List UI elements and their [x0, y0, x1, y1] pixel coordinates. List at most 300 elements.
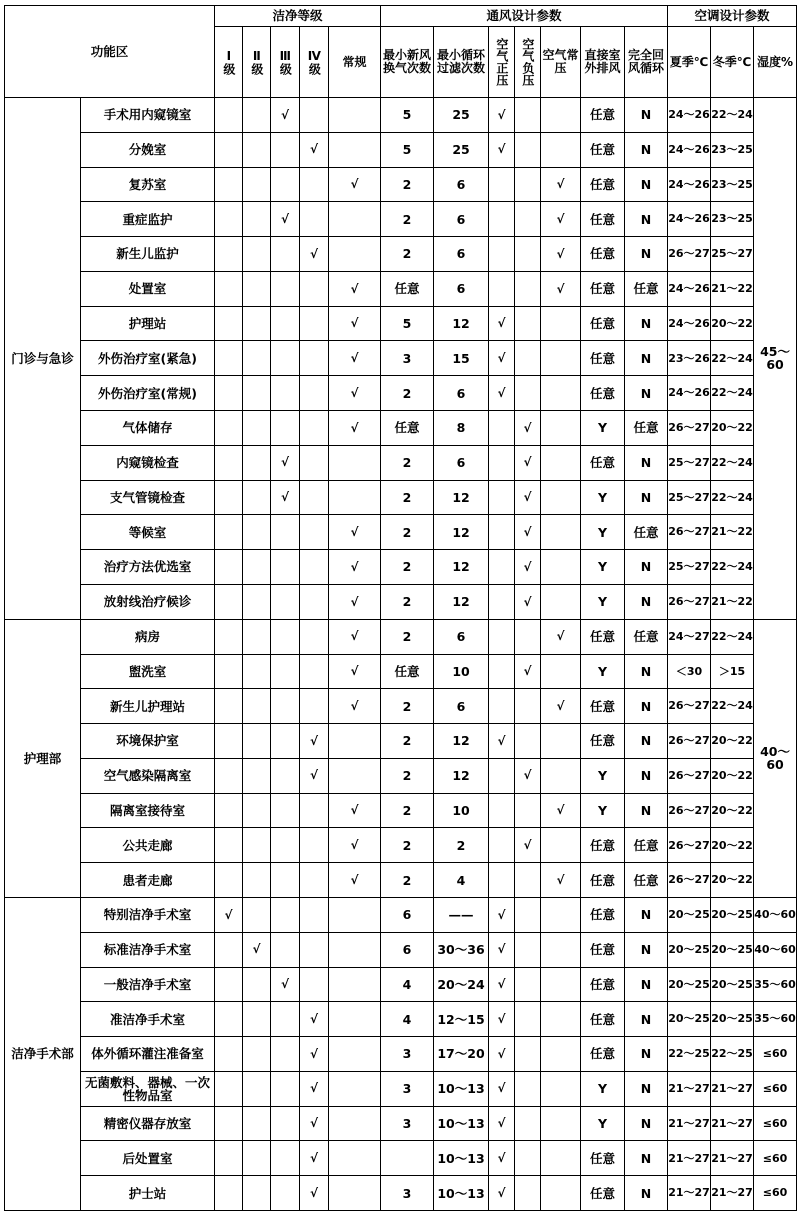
full-recirculation: N [625, 689, 668, 724]
fresh-air-changes: 2 [381, 689, 434, 724]
fresh-air-changes: 5 [381, 132, 434, 167]
fresh-air-changes: 5 [381, 306, 434, 341]
recirc-filter-changes: 20～24 [434, 967, 489, 1002]
clean-grade-cell: √ [329, 167, 381, 202]
room-name: 气体储存 [81, 411, 215, 446]
pressure-cell-neg [515, 619, 541, 654]
row-humidity: ≤60 [754, 1071, 797, 1106]
winter-temp: 22～24 [711, 619, 754, 654]
direct-exhaust: 任意 [581, 202, 625, 237]
pressure-cell-pos: √ [489, 1176, 515, 1211]
pressure-cell-pos [489, 445, 515, 480]
direct-exhaust: 任意 [581, 376, 625, 411]
clean-grade-cell [271, 167, 300, 202]
room-name: 护士站 [81, 1176, 215, 1211]
row-humidity: ≤60 [754, 1176, 797, 1211]
room-name: 护理站 [81, 306, 215, 341]
table-row [5, 967, 797, 1002]
clean-grade-cell [300, 584, 329, 619]
pressure-cell-pos [489, 828, 515, 863]
clean-grade-cell: √ [329, 341, 381, 376]
summer-temp: 26～27 [668, 828, 711, 863]
section-name: 护理部 [5, 619, 81, 897]
pressure-cell-pos [489, 584, 515, 619]
pressure-cell-norm [541, 828, 581, 863]
summer-temp: 25～27 [668, 445, 711, 480]
row-humidity: 40～60 [754, 932, 797, 967]
ventilation-header: 完全回风循环 [625, 27, 668, 98]
fresh-air-changes: 任意 [381, 411, 434, 446]
direct-exhaust: 任意 [581, 98, 625, 133]
clean-grade-cell: √ [329, 584, 381, 619]
fresh-air-changes: 4 [381, 1002, 434, 1037]
clean-grade-cell [271, 654, 300, 689]
table-row [5, 341, 797, 376]
clean-grade-cell [243, 1141, 271, 1176]
pressure-cell-neg: √ [515, 550, 541, 585]
pressure-cell-pos: √ [489, 376, 515, 411]
clean-grade-cell [300, 480, 329, 515]
winter-temp: 21～27 [711, 1141, 754, 1176]
clean-grade-cell [243, 897, 271, 932]
summer-temp: 26～27 [668, 689, 711, 724]
clean-grade-cell: √ [300, 758, 329, 793]
room-name: 分娩室 [81, 132, 215, 167]
pressure-cell-neg [515, 376, 541, 411]
fresh-air-changes: 任意 [381, 271, 434, 306]
pressure-cell-pos [489, 202, 515, 237]
pressure-cell-norm [541, 515, 581, 550]
recirc-filter-changes: 6 [434, 376, 489, 411]
table-row [5, 828, 797, 863]
clean-grade-cell [215, 689, 243, 724]
clean-grade-cell [271, 863, 300, 898]
pressure-cell-neg: √ [515, 828, 541, 863]
summer-temp: 26～27 [668, 411, 711, 446]
recirc-filter-changes: 12 [434, 758, 489, 793]
pressure-cell-norm: √ [541, 793, 581, 828]
fresh-air-changes: 2 [381, 584, 434, 619]
ventilation-header: 最小新风换气次数 [381, 27, 434, 98]
table-row [5, 1106, 797, 1141]
room-name: 外伤治疗室(紧急) [81, 341, 215, 376]
clean-grade-cell [329, 98, 381, 133]
room-name: 后处置室 [81, 1141, 215, 1176]
clean-grade-cell [243, 619, 271, 654]
clean-grade-cell [215, 306, 243, 341]
clean-grade-cell: √ [300, 1071, 329, 1106]
direct-exhaust: 任意 [581, 897, 625, 932]
pressure-cell-norm [541, 376, 581, 411]
clean-grade-cell [300, 376, 329, 411]
room-name: 公共走廊 [81, 828, 215, 863]
pressure-cell-norm: √ [541, 202, 581, 237]
clean-grade-cell: √ [271, 98, 300, 133]
full-recirculation: N [625, 724, 668, 759]
recirc-filter-changes: 17～20 [434, 1037, 489, 1072]
summer-temp: 26～27 [668, 584, 711, 619]
room-name: 无菌敷料、器械、一次性物品室 [81, 1071, 215, 1106]
clean-grade-cell [243, 1176, 271, 1211]
clean-grade-cell [329, 1037, 381, 1072]
table-row [5, 480, 797, 515]
recirc-filter-changes: 6 [434, 237, 489, 272]
recirc-filter-changes: 25 [434, 132, 489, 167]
full-recirculation: N [625, 1141, 668, 1176]
pressure-cell-neg [515, 271, 541, 306]
winter-temp: 20～25 [711, 1002, 754, 1037]
fresh-air-changes: 2 [381, 863, 434, 898]
clean-grade-cell: √ [329, 863, 381, 898]
ventilation-header: 空气负压 [515, 27, 541, 98]
pressure-cell-norm [541, 967, 581, 1002]
clean-grade-cell [215, 98, 243, 133]
clean-grade-cell [215, 863, 243, 898]
summer-temp: 20～25 [668, 897, 711, 932]
clean-grade-cell [271, 758, 300, 793]
pressure-cell-norm: √ [541, 689, 581, 724]
clean-grade-cell: √ [300, 1037, 329, 1072]
ac-header: 冬季℃ [711, 27, 754, 98]
clean-grade-cell [243, 1002, 271, 1037]
fresh-air-changes: 2 [381, 828, 434, 863]
recirc-filter-changes: 12～15 [434, 1002, 489, 1037]
winter-temp: 22～24 [711, 376, 754, 411]
clean-grade-cell: √ [329, 550, 381, 585]
clean-grade-cell [215, 1106, 243, 1141]
fresh-air-changes: 3 [381, 341, 434, 376]
clean-grade-cell: √ [329, 793, 381, 828]
clean-grade-cell [300, 619, 329, 654]
full-recirculation: 任意 [625, 619, 668, 654]
pressure-cell-pos: √ [489, 306, 515, 341]
winter-temp: 22～24 [711, 445, 754, 480]
fresh-air-changes: 6 [381, 932, 434, 967]
clean-grade-cell [329, 1176, 381, 1211]
pressure-cell-norm [541, 1176, 581, 1211]
direct-exhaust: 任意 [581, 167, 625, 202]
winter-temp: 21～27 [711, 1071, 754, 1106]
room-name: 准洁净手术室 [81, 1002, 215, 1037]
table-row [5, 1037, 797, 1072]
clean-grade-cell [271, 828, 300, 863]
winter-temp: 20～22 [711, 758, 754, 793]
clean-grade-cell [215, 411, 243, 446]
pressure-cell-pos: √ [489, 724, 515, 759]
clean-grade-cell [300, 689, 329, 724]
clean-grade-cell [271, 1106, 300, 1141]
winter-temp: 20～25 [711, 932, 754, 967]
table-row [5, 1141, 797, 1176]
room-name: 新生儿护理站 [81, 689, 215, 724]
clean-grade-cell [300, 828, 329, 863]
full-recirculation: N [625, 1106, 668, 1141]
section-name: 门诊与急诊 [5, 98, 81, 620]
pressure-cell-pos [489, 237, 515, 272]
clean-grade-cell [243, 550, 271, 585]
clean-grade-cell: √ [329, 271, 381, 306]
pressure-cell-neg [515, 863, 541, 898]
clean-grade-cell: √ [271, 445, 300, 480]
full-recirculation: N [625, 237, 668, 272]
pressure-cell-pos [489, 793, 515, 828]
full-recirculation: 任意 [625, 863, 668, 898]
table-row [5, 932, 797, 967]
clean-grade-cell: √ [271, 202, 300, 237]
summer-temp: 24～26 [668, 306, 711, 341]
pressure-cell-norm [541, 897, 581, 932]
recirc-filter-changes: 12 [434, 550, 489, 585]
recirc-filter-changes: 10～13 [434, 1176, 489, 1211]
fresh-air-changes: 2 [381, 793, 434, 828]
table-row [5, 863, 797, 898]
summer-temp: 26～27 [668, 793, 711, 828]
clean-grade-cell [271, 1176, 300, 1211]
ventilation-header: 最小循环过滤次数 [434, 27, 489, 98]
fresh-air-changes: 3 [381, 1071, 434, 1106]
table-row [5, 724, 797, 759]
clean-grade-cell [243, 167, 271, 202]
clean-grade-cell [329, 758, 381, 793]
pressure-cell-neg [515, 897, 541, 932]
fresh-air-changes: 3 [381, 1037, 434, 1072]
pressure-cell-pos [489, 515, 515, 550]
clean-grade-cell [243, 132, 271, 167]
pressure-cell-neg: √ [515, 758, 541, 793]
winter-temp: 25～27 [711, 237, 754, 272]
room-name: 病房 [81, 619, 215, 654]
clean-grade-cell [215, 445, 243, 480]
clean-grade-cell [215, 271, 243, 306]
winter-temp: 20～22 [711, 863, 754, 898]
fresh-air-changes: 2 [381, 724, 434, 759]
clean-grade-cell [329, 967, 381, 1002]
fresh-air-changes: 2 [381, 619, 434, 654]
pressure-cell-pos [489, 271, 515, 306]
fresh-air-changes: 2 [381, 445, 434, 480]
pressure-cell-pos: √ [489, 1106, 515, 1141]
fresh-air-changes: 3 [381, 1176, 434, 1211]
summer-temp: 26～27 [668, 237, 711, 272]
table-row [5, 897, 797, 932]
room-name: 放射线治疗候诊 [81, 584, 215, 619]
room-name: 治疗方法优选室 [81, 550, 215, 585]
ac-group-header: 空调设计参数 [668, 6, 797, 27]
clean-grade-cell [243, 1037, 271, 1072]
clean-grade-cell: √ [271, 480, 300, 515]
pressure-cell-norm [541, 1037, 581, 1072]
room-name: 盥洗室 [81, 654, 215, 689]
direct-exhaust: 任意 [581, 306, 625, 341]
pressure-cell-norm [541, 550, 581, 585]
clean-grade-cell [271, 515, 300, 550]
clean-grade-cell [329, 1141, 381, 1176]
recirc-filter-changes: 10 [434, 654, 489, 689]
full-recirculation: N [625, 306, 668, 341]
table-row [5, 98, 797, 133]
room-name: 特别洁净手术室 [81, 897, 215, 932]
full-recirculation: N [625, 967, 668, 1002]
direct-exhaust: Y [581, 793, 625, 828]
full-recirculation: N [625, 584, 668, 619]
room-name: 隔离室接待室 [81, 793, 215, 828]
winter-temp: 22～24 [711, 689, 754, 724]
pressure-cell-norm [541, 724, 581, 759]
clean-grade-cell [243, 863, 271, 898]
pressure-cell-pos: √ [489, 1141, 515, 1176]
room-name: 处置室 [81, 271, 215, 306]
pressure-cell-pos: √ [489, 341, 515, 376]
clean-grade-cell [215, 584, 243, 619]
full-recirculation: N [625, 132, 668, 167]
clean-grade-cell [271, 271, 300, 306]
pressure-cell-neg [515, 793, 541, 828]
recirc-filter-changes: 10 [434, 793, 489, 828]
pressure-cell-norm [541, 654, 581, 689]
fresh-air-changes: 2 [381, 167, 434, 202]
winter-temp: 20～22 [711, 724, 754, 759]
room-name: 一般洁净手术室 [81, 967, 215, 1002]
summer-temp: 21～27 [668, 1141, 711, 1176]
direct-exhaust: 任意 [581, 932, 625, 967]
clean-grade-cell [271, 1141, 300, 1176]
recirc-filter-changes: 12 [434, 306, 489, 341]
winter-temp: 21～27 [711, 1106, 754, 1141]
table-row [5, 167, 797, 202]
section-humidity: 45～60 [754, 98, 797, 620]
clean-grade-cell [215, 341, 243, 376]
pressure-cell-neg [515, 132, 541, 167]
clean-grade-cell [215, 654, 243, 689]
clean-grade-cell [329, 897, 381, 932]
clean-grade-cell [329, 1071, 381, 1106]
winter-temp: 20～22 [711, 793, 754, 828]
direct-exhaust: Y [581, 1071, 625, 1106]
recirc-filter-changes: 15 [434, 341, 489, 376]
pressure-cell-norm [541, 306, 581, 341]
clean-grade-cell [329, 132, 381, 167]
recirc-filter-changes: 12 [434, 480, 489, 515]
clean-grade-cell [243, 758, 271, 793]
recirc-filter-changes: 6 [434, 271, 489, 306]
clean-grade-cell [243, 411, 271, 446]
clean-grade-cell [243, 271, 271, 306]
clean-grade-cell [243, 793, 271, 828]
ventilation-header: 空气常压 [541, 27, 581, 98]
recirc-filter-changes: 10～13 [434, 1141, 489, 1176]
clean-grade-cell [271, 1002, 300, 1037]
pressure-cell-neg [515, 1002, 541, 1037]
direct-exhaust: 任意 [581, 828, 625, 863]
summer-temp: 26～27 [668, 515, 711, 550]
summer-temp: 20～25 [668, 932, 711, 967]
table-row [5, 550, 797, 585]
table-row [5, 306, 797, 341]
clean-grade-cell [215, 1176, 243, 1211]
recirc-filter-changes: 10～13 [434, 1106, 489, 1141]
direct-exhaust: Y [581, 654, 625, 689]
table-row [5, 654, 797, 689]
direct-exhaust: 任意 [581, 967, 625, 1002]
summer-temp: 21～27 [668, 1176, 711, 1211]
clean-grade-cell [243, 306, 271, 341]
clean-grade-cell [271, 306, 300, 341]
clean-grade-cell [271, 411, 300, 446]
winter-temp: ＞15 [711, 654, 754, 689]
clean-grade-cell [215, 619, 243, 654]
clean-grade-cell [215, 967, 243, 1002]
summer-temp: 20～25 [668, 1002, 711, 1037]
full-recirculation: N [625, 1002, 668, 1037]
ventilation-header: 直接室外排风 [581, 27, 625, 98]
direct-exhaust: 任意 [581, 724, 625, 759]
table-row [5, 1002, 797, 1037]
fresh-air-changes: 6 [381, 897, 434, 932]
winter-temp: 22～25 [711, 1037, 754, 1072]
clean-grade-cell [300, 863, 329, 898]
clean-grade-cell: √ [329, 376, 381, 411]
pressure-cell-pos [489, 654, 515, 689]
clean-grade-cell [329, 237, 381, 272]
clean-grade-cell: √ [329, 619, 381, 654]
pressure-cell-norm: √ [541, 619, 581, 654]
clean-grade-cell [300, 967, 329, 1002]
section-humidity: 40～60 [754, 619, 797, 897]
clean-grade-cell: √ [300, 1106, 329, 1141]
pressure-cell-norm: √ [541, 167, 581, 202]
pressure-cell-pos [489, 550, 515, 585]
pressure-cell-pos: √ [489, 1071, 515, 1106]
clean-grade-cell [300, 550, 329, 585]
clean-grade-cell [271, 932, 300, 967]
pressure-cell-neg [515, 1141, 541, 1176]
row-humidity: ≤60 [754, 1106, 797, 1141]
clean-grade-cell: √ [300, 237, 329, 272]
clean-grade-cell [271, 1037, 300, 1072]
recirc-filter-changes: 8 [434, 411, 489, 446]
clean-grade-cell [271, 793, 300, 828]
room-name: 复苏室 [81, 167, 215, 202]
full-recirculation: N [625, 550, 668, 585]
clean-grade-cell: √ [329, 515, 381, 550]
winter-temp: 21～27 [711, 1176, 754, 1211]
room-name: 内窥镜检查 [81, 445, 215, 480]
room-name: 标准洁净手术室 [81, 932, 215, 967]
clean-grade-cell [271, 376, 300, 411]
direct-exhaust: Y [581, 515, 625, 550]
room-name: 重症监护 [81, 202, 215, 237]
recirc-filter-changes: 25 [434, 98, 489, 133]
clean-grade-header: Ⅰ级 [215, 27, 243, 98]
clean-grade-cell [271, 1071, 300, 1106]
clean-grade-cell [215, 1141, 243, 1176]
fresh-air-changes [381, 1141, 434, 1176]
winter-temp: 22～24 [711, 480, 754, 515]
clean-grade-cell [243, 584, 271, 619]
pressure-cell-pos [489, 480, 515, 515]
fresh-air-changes: 2 [381, 550, 434, 585]
clean-grade-cell [243, 1106, 271, 1141]
pressure-cell-norm [541, 341, 581, 376]
pressure-cell-norm [541, 132, 581, 167]
direct-exhaust: 任意 [581, 619, 625, 654]
table-row [5, 758, 797, 793]
pressure-cell-neg: √ [515, 654, 541, 689]
pressure-cell-norm: √ [541, 237, 581, 272]
direct-exhaust: 任意 [581, 1176, 625, 1211]
table-row [5, 202, 797, 237]
summer-temp: 21～27 [668, 1071, 711, 1106]
